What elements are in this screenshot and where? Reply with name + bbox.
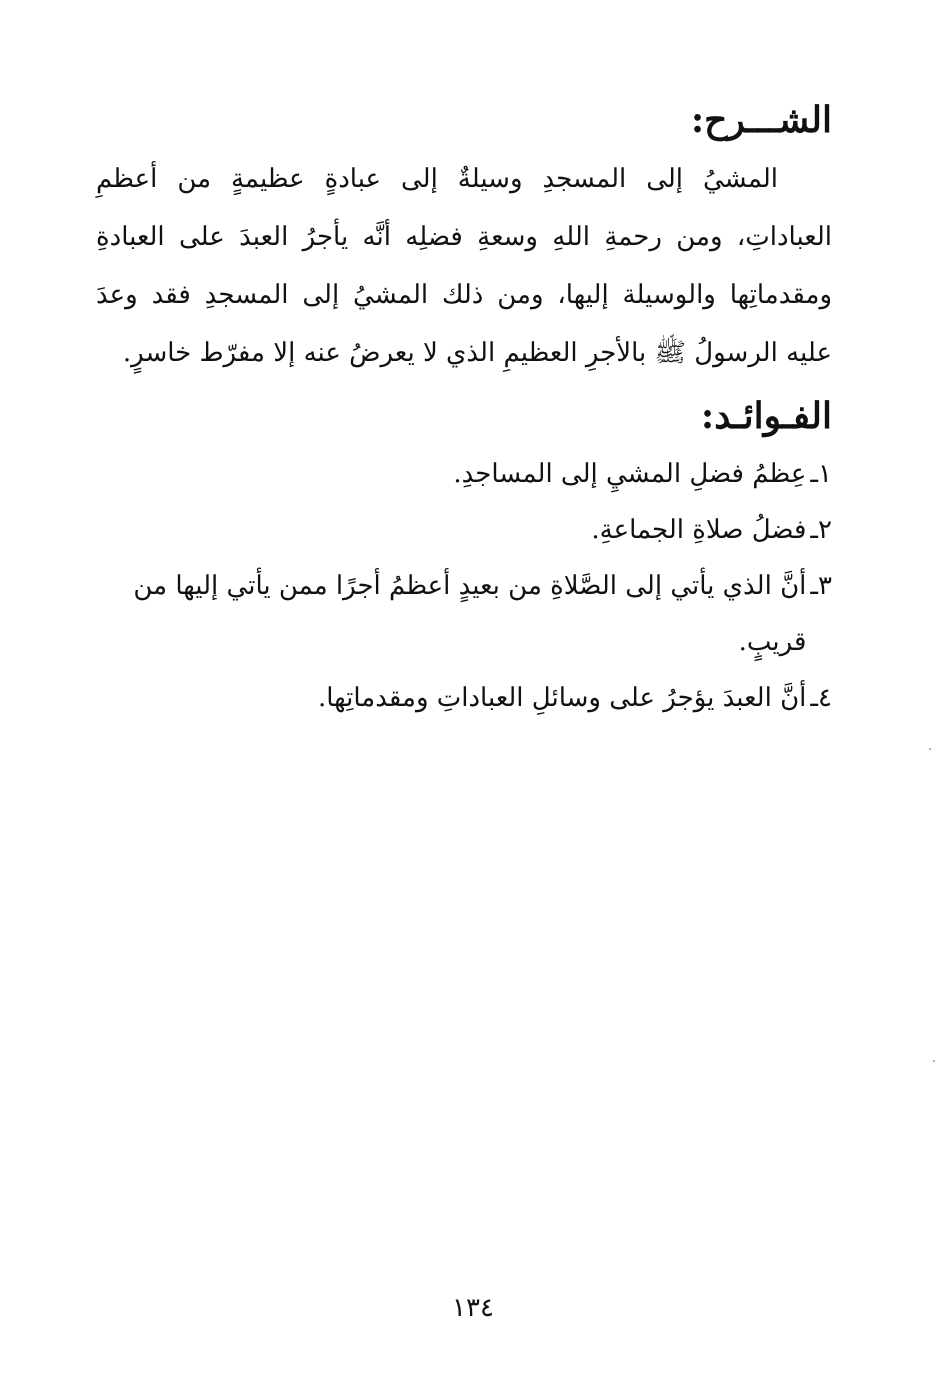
benefit-text: أنَّ العبدَ يؤجرُ على وسائلِ العباداتِ ومقدماتِها. bbox=[317, 683, 807, 713]
benefit-item-1 bbox=[96, 446, 832, 502]
benefit-number: ٣ـ bbox=[810, 571, 832, 601]
scan-speck bbox=[933, 1060, 935, 1062]
benefit-text: عِظمُ فضلِ المشيِ إلى المساجدِ. bbox=[453, 459, 807, 489]
benefit-number: ١ـ bbox=[810, 459, 832, 489]
benefits-list bbox=[96, 446, 832, 726]
benefit-number: ٢ـ bbox=[810, 515, 832, 545]
benefit-text: أنَّ الذي يأتي إلى الصَّلاةِ من بعيدٍ أعظمُ أجرًا ممن يأتي إليها من قريبٍ. bbox=[133, 571, 807, 657]
benefit-item-3 bbox=[96, 558, 832, 670]
benefit-text: فضلُ صلاةِ الجماعةِ. bbox=[591, 515, 807, 545]
page-number: ١٣٤ bbox=[452, 1293, 494, 1323]
section-heading-benefits: الفـوائـد: bbox=[700, 395, 832, 437]
page-body bbox=[96, 92, 832, 726]
scan-speck bbox=[929, 748, 931, 750]
benefit-item-4 bbox=[96, 670, 832, 726]
section-heading-explanation: الشـــرح: bbox=[690, 99, 832, 141]
explanation-text: المشيُ إلى المسجدِ وسيلةٌ إلى عبادةٍ عظيمةٍ من أعظمِ العباداتِ، ومن رحمةِ اللهِ وسعةِ فضلِه أنَّه يأجرُ العبدَ على العبادةِ ومقدماتِها والوسيلة إليها، ومن ذلك المشيُ إلى المسجدِ فقد وعدَ عليه الرسولُ ﷺ بالأجرِ العظيمِ الذي لا يعرضُ عنه إلا مفرّط خاسرٍ. bbox=[96, 164, 832, 368]
benefit-number: ٤ـ bbox=[810, 683, 832, 713]
explanation-paragraph bbox=[96, 150, 832, 382]
benefit-item-2 bbox=[96, 502, 832, 558]
